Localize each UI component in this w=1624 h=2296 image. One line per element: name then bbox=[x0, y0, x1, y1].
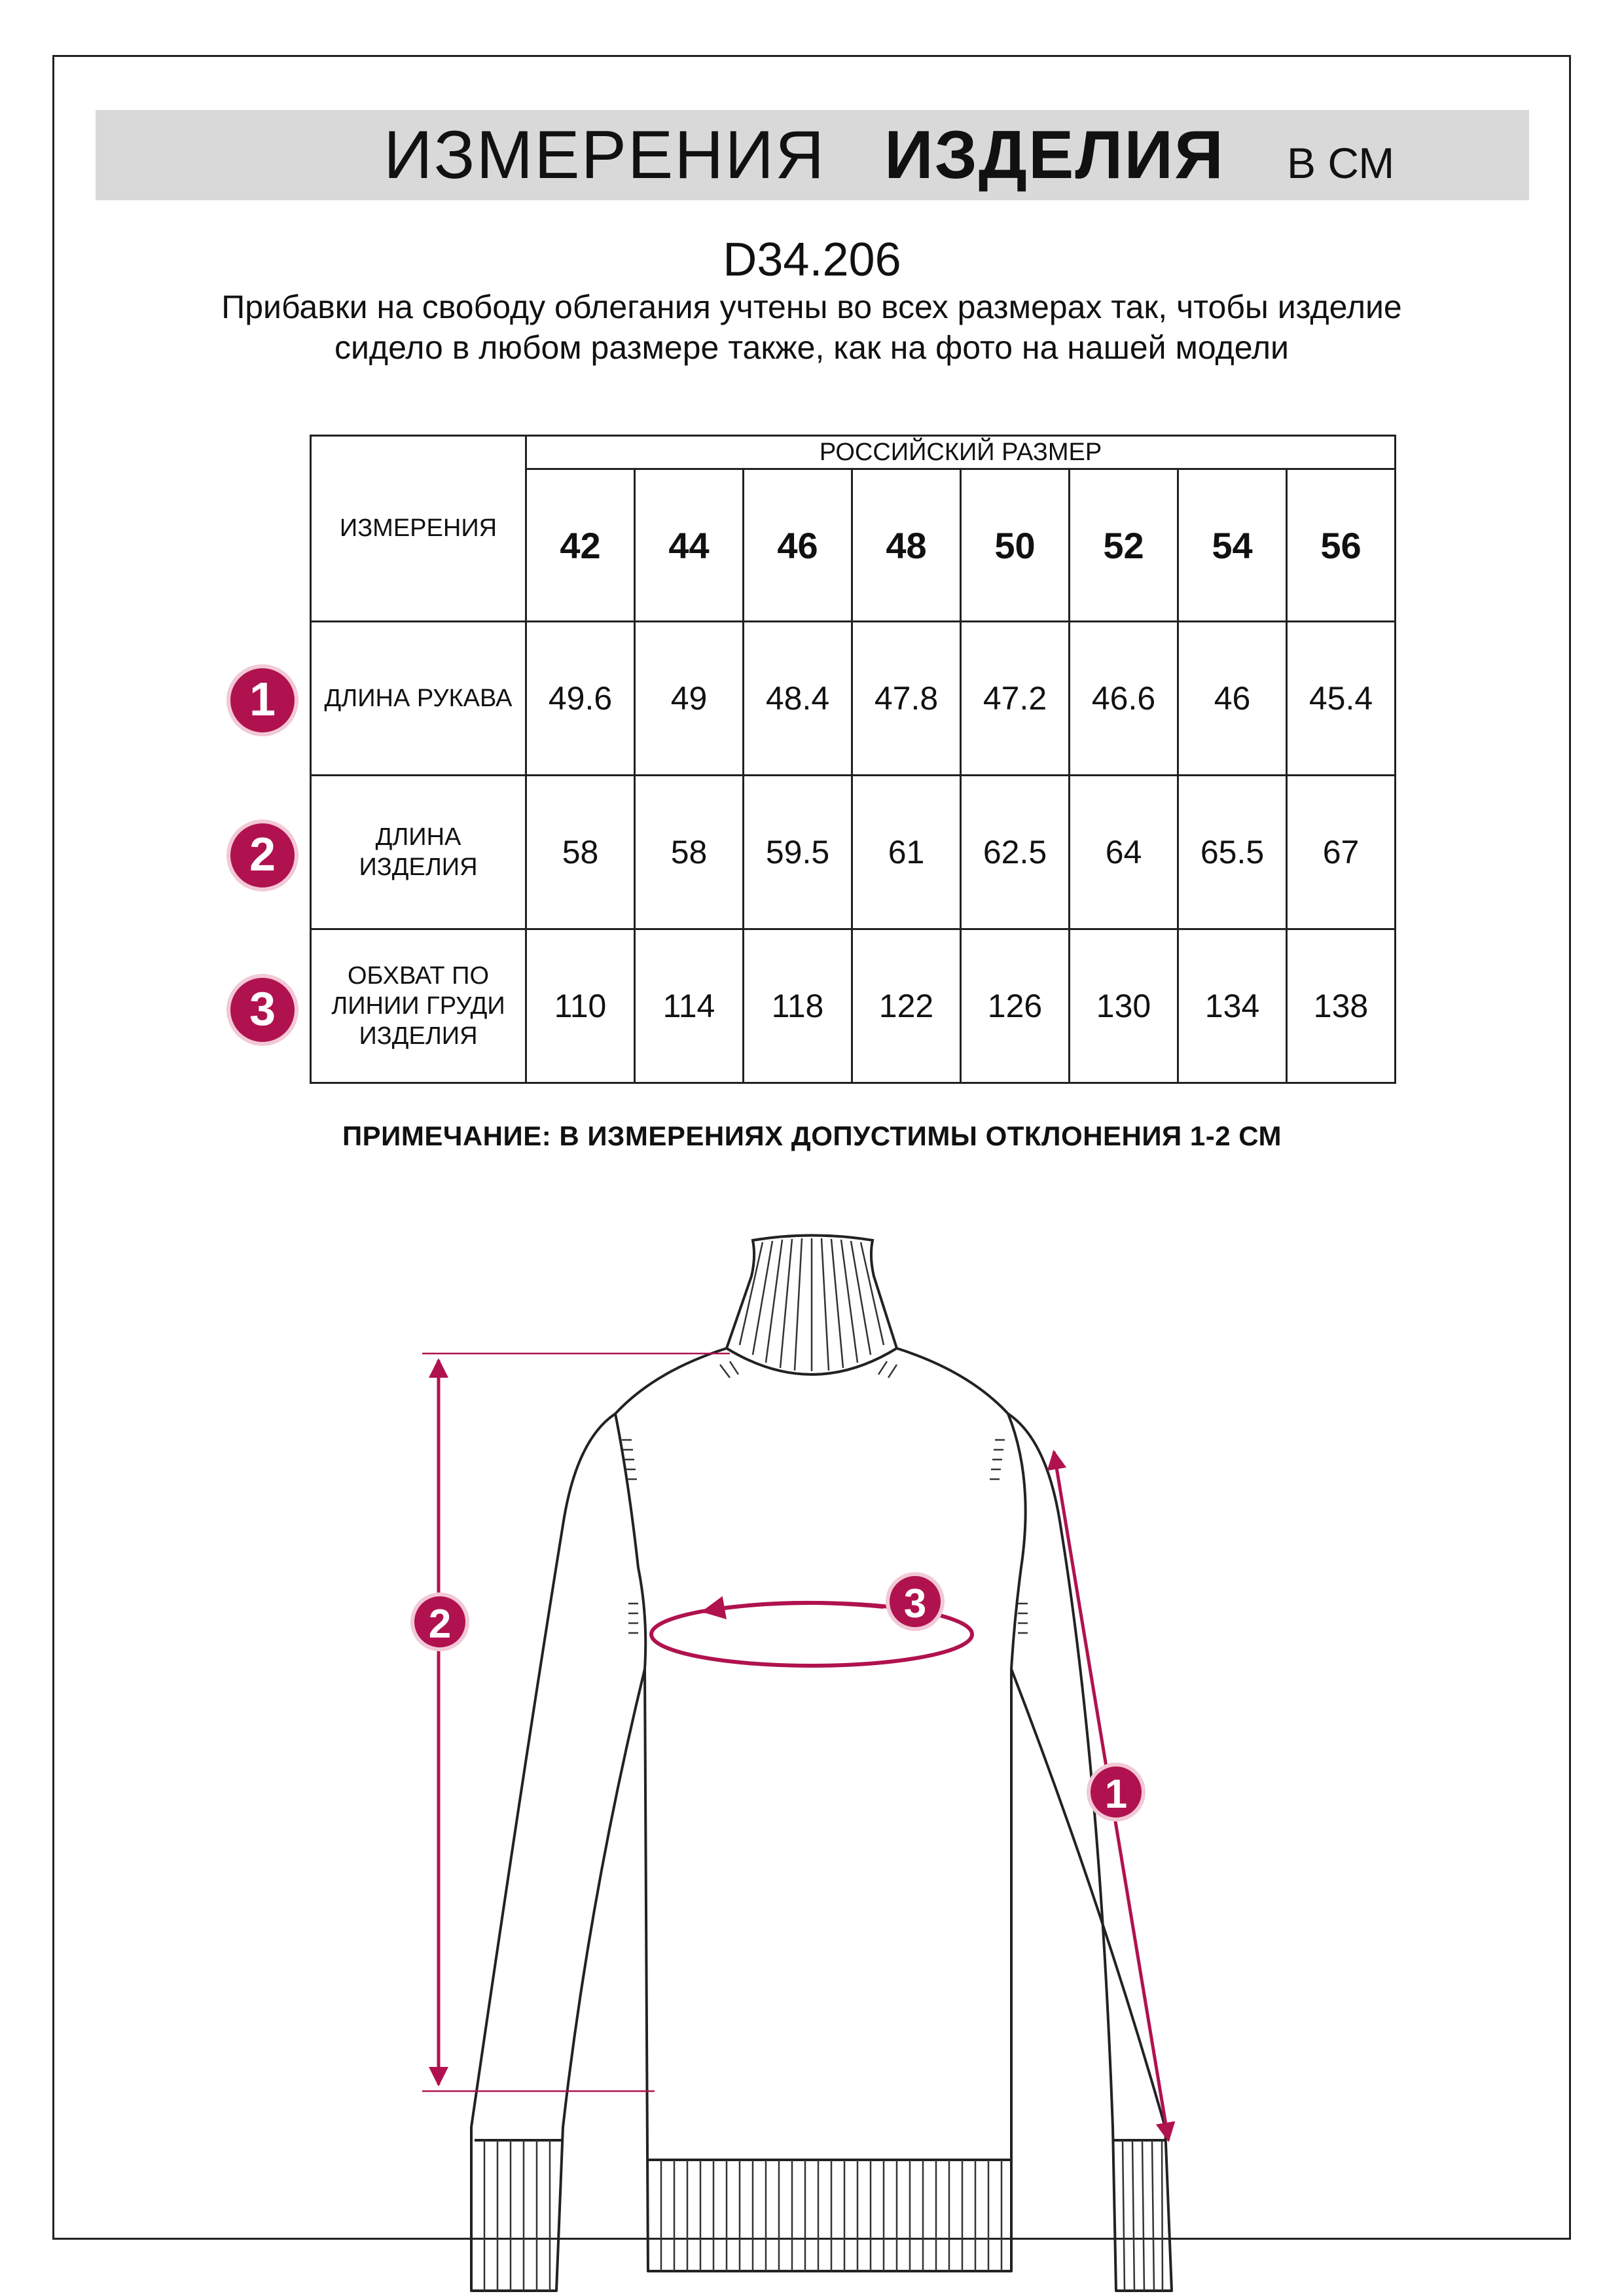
size-cell: 52 bbox=[1070, 469, 1178, 622]
value-cell: 58 bbox=[635, 776, 744, 929]
hem-ribbing bbox=[661, 2160, 1001, 2271]
row-marker-1: 1 bbox=[226, 664, 298, 736]
value-cell: 114 bbox=[635, 929, 744, 1083]
value-cell: 61 bbox=[852, 776, 961, 929]
collar-ribbing bbox=[740, 1238, 884, 1371]
row-label: ОБХВАТ ПО ЛИНИИ ГРУДИ ИЗДЕЛИЯ bbox=[311, 929, 526, 1083]
value-cell: 46 bbox=[1178, 622, 1287, 776]
intro-text: Прибавки на свободу облегания учтены во всех размерах так, чтобы изделие сидело в любом размере также, как на фото на нашей модели bbox=[221, 289, 1402, 366]
value-cell: 59.5 bbox=[744, 776, 852, 929]
marker-2-label: 2 bbox=[428, 1602, 452, 1647]
value-cell: 122 bbox=[852, 929, 961, 1083]
size-cell: 42 bbox=[526, 469, 635, 622]
row-marker-2: 2 bbox=[226, 819, 298, 891]
value-cell: 110 bbox=[526, 929, 635, 1083]
value-cell: 45.4 bbox=[1287, 622, 1396, 776]
value-cell: 138 bbox=[1287, 929, 1396, 1083]
value-cell: 58 bbox=[526, 776, 635, 929]
size-cell: 48 bbox=[852, 469, 961, 622]
cuff-ribbing bbox=[484, 2140, 1163, 2291]
length-measure-line bbox=[422, 1354, 730, 2091]
value-cell: 47.8 bbox=[852, 622, 961, 776]
size-cell: 44 bbox=[635, 469, 744, 622]
article-number: D34.206 bbox=[723, 234, 901, 286]
value-cell: 67 bbox=[1287, 776, 1396, 929]
marker-1-label: 1 bbox=[1104, 1772, 1128, 1817]
size-header: РОССИЙСКИЙ РАЗМЕР bbox=[526, 436, 1396, 469]
diagram-marker-1 bbox=[1089, 1765, 1144, 1820]
size-cell: 56 bbox=[1287, 469, 1396, 622]
value-cell: 134 bbox=[1178, 929, 1287, 1083]
title-units: В СМ bbox=[1287, 139, 1395, 187]
value-cell: 49.6 bbox=[526, 622, 635, 776]
note-text: ПРИМЕЧАНИЕ: В ИЗМЕРЕНИЯХ ДОПУСТИМЫ ОТКЛОНЕНИЯ 1-2 СМ bbox=[342, 1121, 1282, 1151]
sweater-outline bbox=[471, 1348, 1172, 2291]
seam-stitches bbox=[622, 1361, 1028, 1633]
value-cell: 47.2 bbox=[961, 622, 1070, 776]
row-label: ДЛИНА ИЗДЕЛИЯ bbox=[311, 776, 526, 929]
value-cell: 65.5 bbox=[1178, 776, 1287, 929]
value-cell: 64 bbox=[1070, 776, 1178, 929]
value-cell: 118 bbox=[744, 929, 852, 1083]
title-part2: ИЗДЕЛИЯ bbox=[884, 117, 1225, 193]
value-cell: 126 bbox=[961, 929, 1070, 1083]
value-cell: 62.5 bbox=[961, 776, 1070, 929]
value-cell: 48.4 bbox=[744, 622, 852, 776]
title-part1: ИЗМЕРЕНИЯ bbox=[384, 117, 826, 193]
value-cell: 46.6 bbox=[1070, 622, 1178, 776]
size-cell: 50 bbox=[961, 469, 1070, 622]
size-cell: 54 bbox=[1178, 469, 1287, 622]
measurements-header: ИЗМЕРЕНИЯ bbox=[311, 436, 526, 622]
row-marker-3: 3 bbox=[226, 974, 298, 1046]
value-cell: 130 bbox=[1070, 929, 1178, 1083]
diagram-marker-2 bbox=[412, 1594, 467, 1649]
row-label: ДЛИНА РУКАВА bbox=[311, 622, 526, 776]
marker-3-label: 3 bbox=[903, 1581, 927, 1626]
size-cell: 46 bbox=[744, 469, 852, 622]
value-cell: 49 bbox=[635, 622, 744, 776]
diagram-marker-3 bbox=[888, 1574, 943, 1629]
